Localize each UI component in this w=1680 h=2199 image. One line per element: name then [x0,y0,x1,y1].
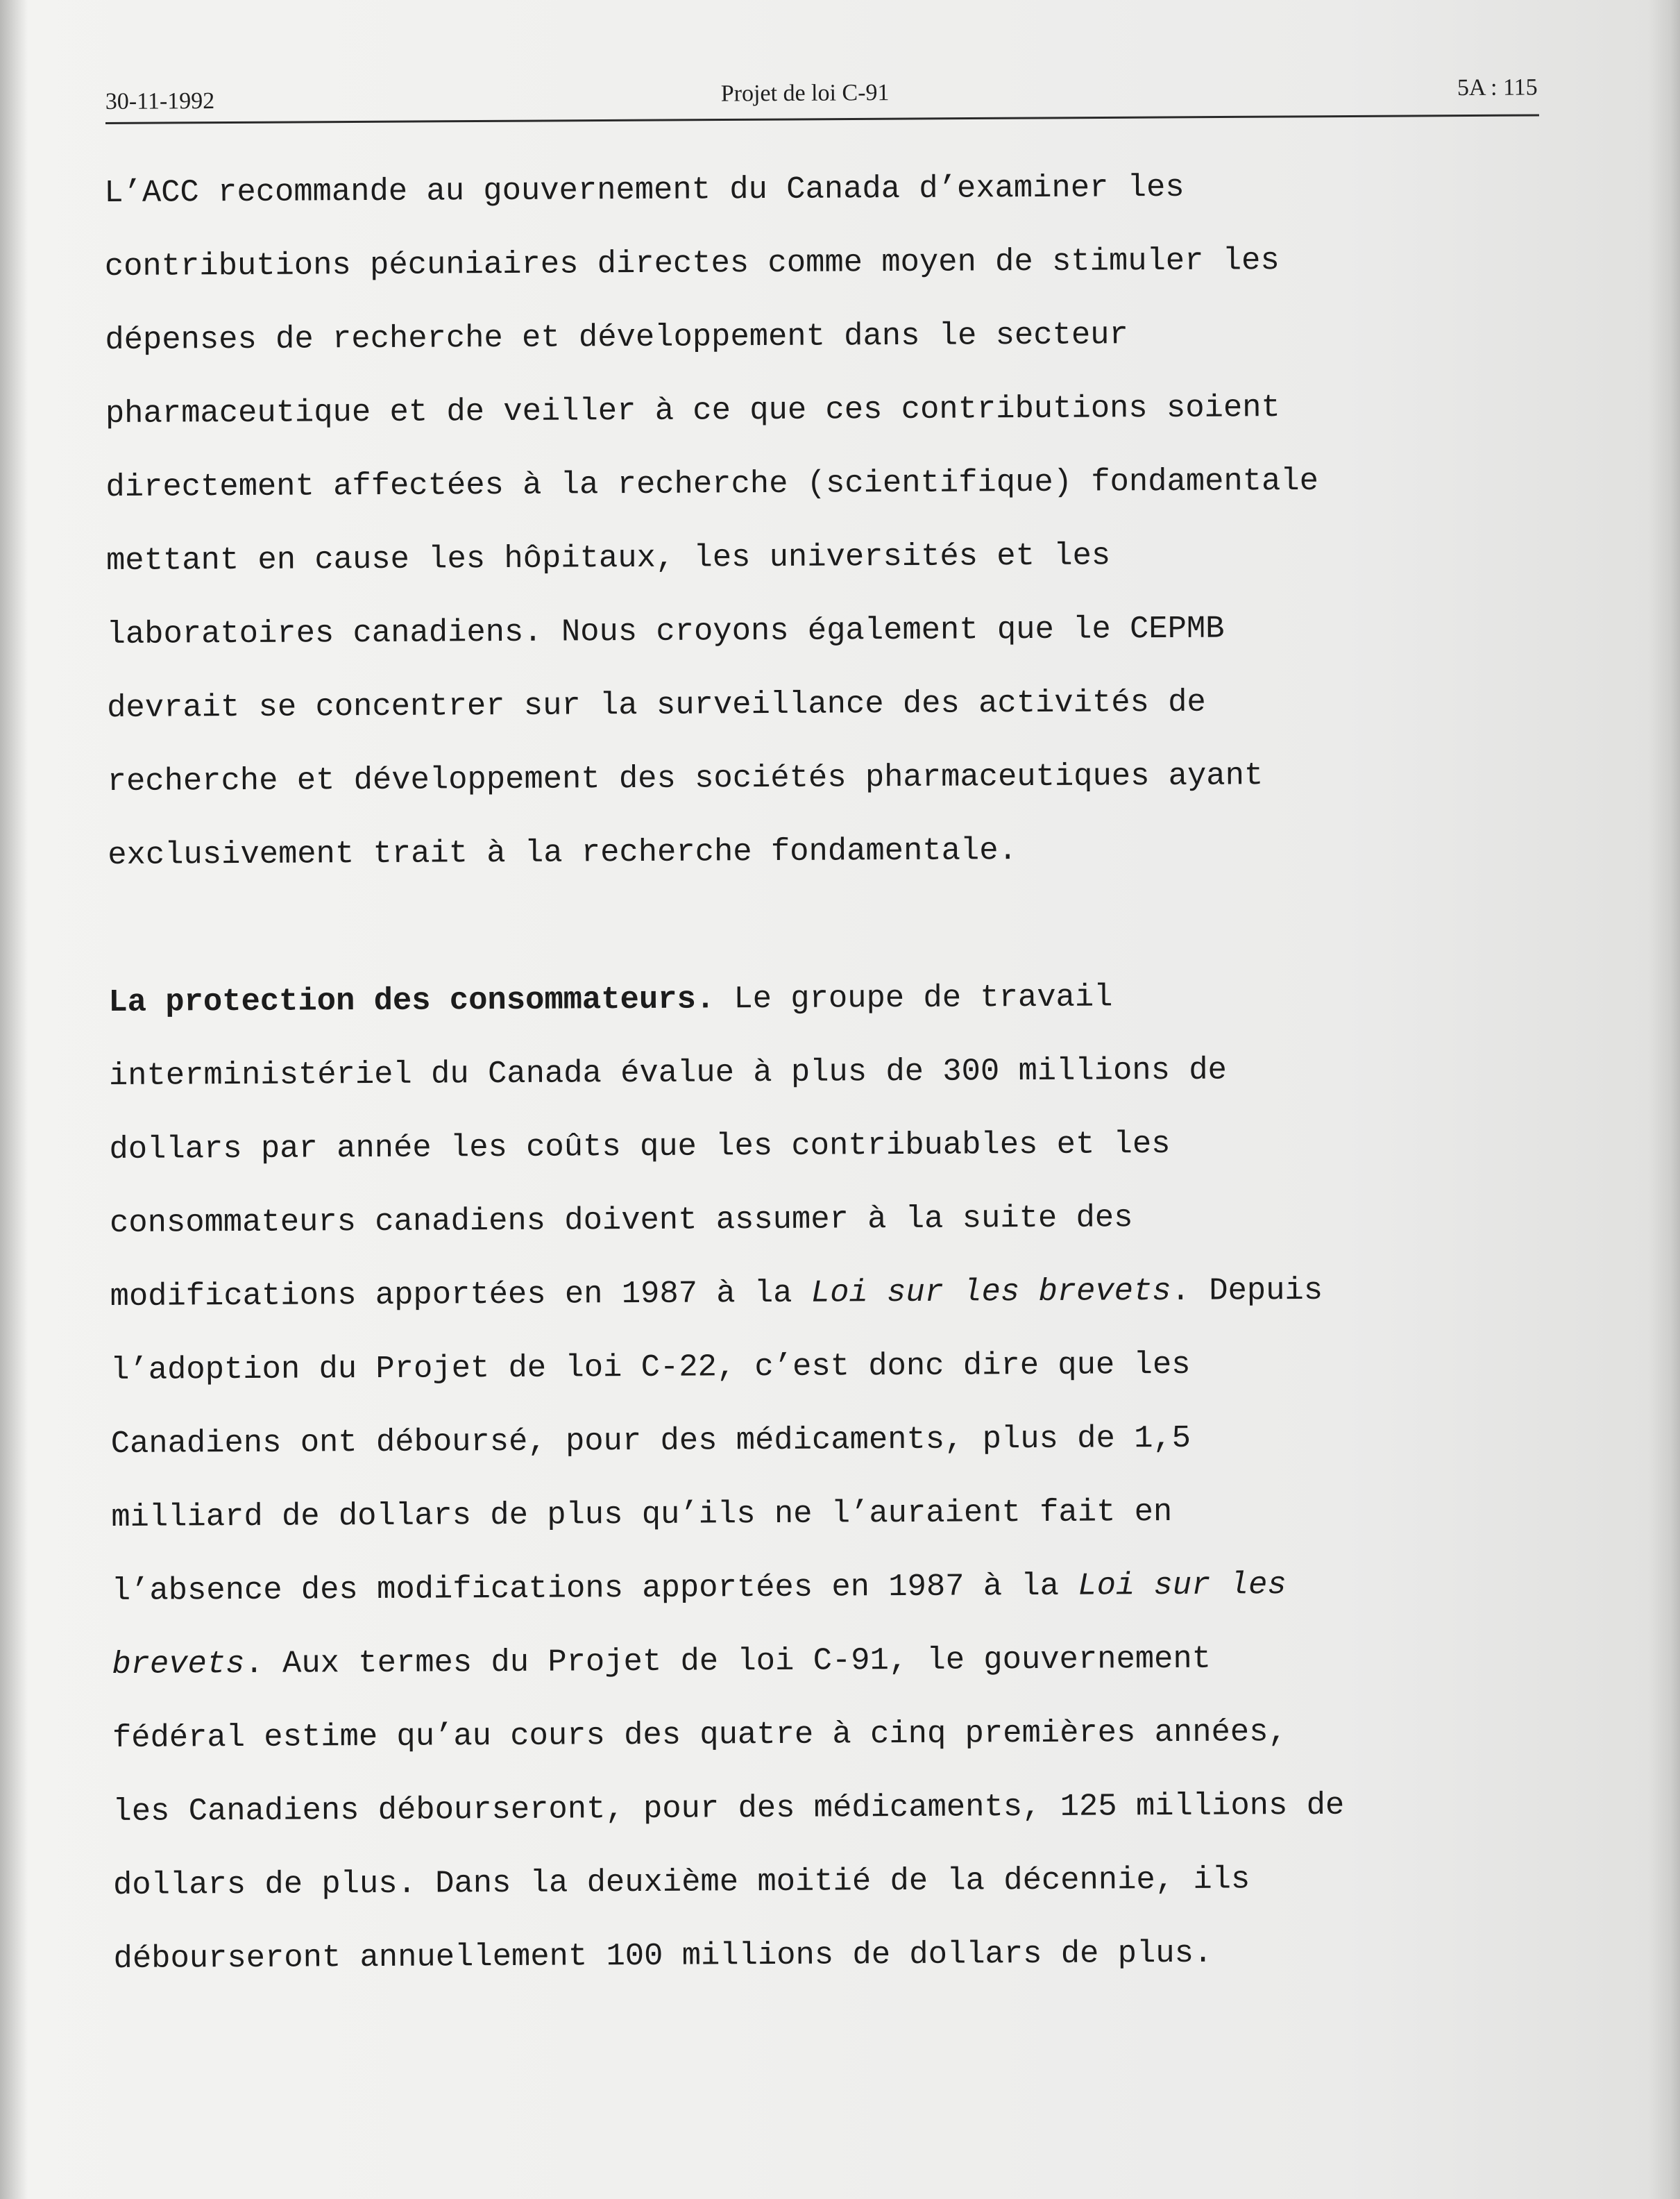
text-line: les Canadiens débourseront, pour des médicaments, 125 millions de [112,1787,1345,1830]
text-line: dépenses de recherche et développement dans le secteur [105,317,1128,358]
text-span: l’absence des modifications apportées en 1987 à la [111,1567,1078,1609]
text-line: consommateurs canadiens doivent assumer à la suite des [109,1199,1133,1241]
text-line: contributions pécuniaires directes comme moyen de stimuler les [104,242,1280,285]
text-span: Le groupe de travail [714,979,1113,1018]
text-line [110,1252,1561,1333]
text-span: . Depuis [1171,1272,1323,1309]
text-line: milliard de dollars de plus qu’ils ne l’auraient fait en [111,1493,1173,1535]
text-line [112,1547,1563,1628]
text-line: interministériel du Canada évalue à plus de 300 millions de [108,1052,1228,1094]
text-line [108,958,1559,1039]
text-line: fédéral estime qu’au cours des quatre à cinq premières années, [112,1714,1287,1756]
paragraph-consumer-protection [108,958,1564,1996]
text-line: mettant en cause les hôpitaux, les universités et les [105,537,1111,579]
text-line: exclusivement trait à la recherche fondamentale. [108,832,1018,873]
header-bill-title: Projet de loi C-91 [720,80,890,107]
page-edge-shadow-right [1648,0,1680,2199]
text-span: modifications apportées en 1987 à la [110,1274,811,1315]
text-line: pharmaceutique et de veiller à ce que ces contributions soient [105,389,1280,432]
paragraph-spacer [108,884,1559,966]
text-line: dollars par année les coûts que les contribuables et les [109,1125,1171,1168]
text-line: directement affectées à la recherche (scientifique) fondamentale [105,462,1319,505]
law-title: Loi sur les [1078,1567,1287,1604]
text-span: . Aux termes du Projet de loi C-91, le gouvernement [244,1640,1212,1682]
header-date: 30-11-1992 [105,88,215,115]
text-line: dollars de plus. Dans la deuxième moitié de la décennie, ils [112,1861,1250,1903]
text-line: l’adoption du Projet de loi C-22, c’est donc dire que les [110,1346,1191,1388]
header-page-number: 5A : 115 [1457,74,1538,101]
law-title: Loi sur les brevets [811,1272,1171,1311]
text-line: débourseront annuellement 100 millions de dollars de plus. [113,1935,1213,1977]
text-line: recherche et développement des sociétés pharmaceutiques ayant [107,757,1264,800]
text-line: Canadiens ont déboursé, pour des médicaments, plus de 1,5 [110,1419,1191,1462]
law-title: brevets [112,1645,245,1683]
body-text [104,149,1564,1996]
page-edge-shadow-left [0,0,28,2199]
text-line: L’ACC recommande au gouvernement du Canada d’examiner les [104,169,1185,211]
page-header [105,69,1539,119]
text-line: devrait se concentrer sur la surveillance des activités de [107,684,1206,726]
section-heading: La protection des consommateurs. [108,981,715,1020]
paragraph-acc-recommendation [104,149,1559,892]
text-line: laboratoires canadiens. Nous croyons également que le CEPMB [106,610,1225,652]
text-line [112,1620,1563,1701]
